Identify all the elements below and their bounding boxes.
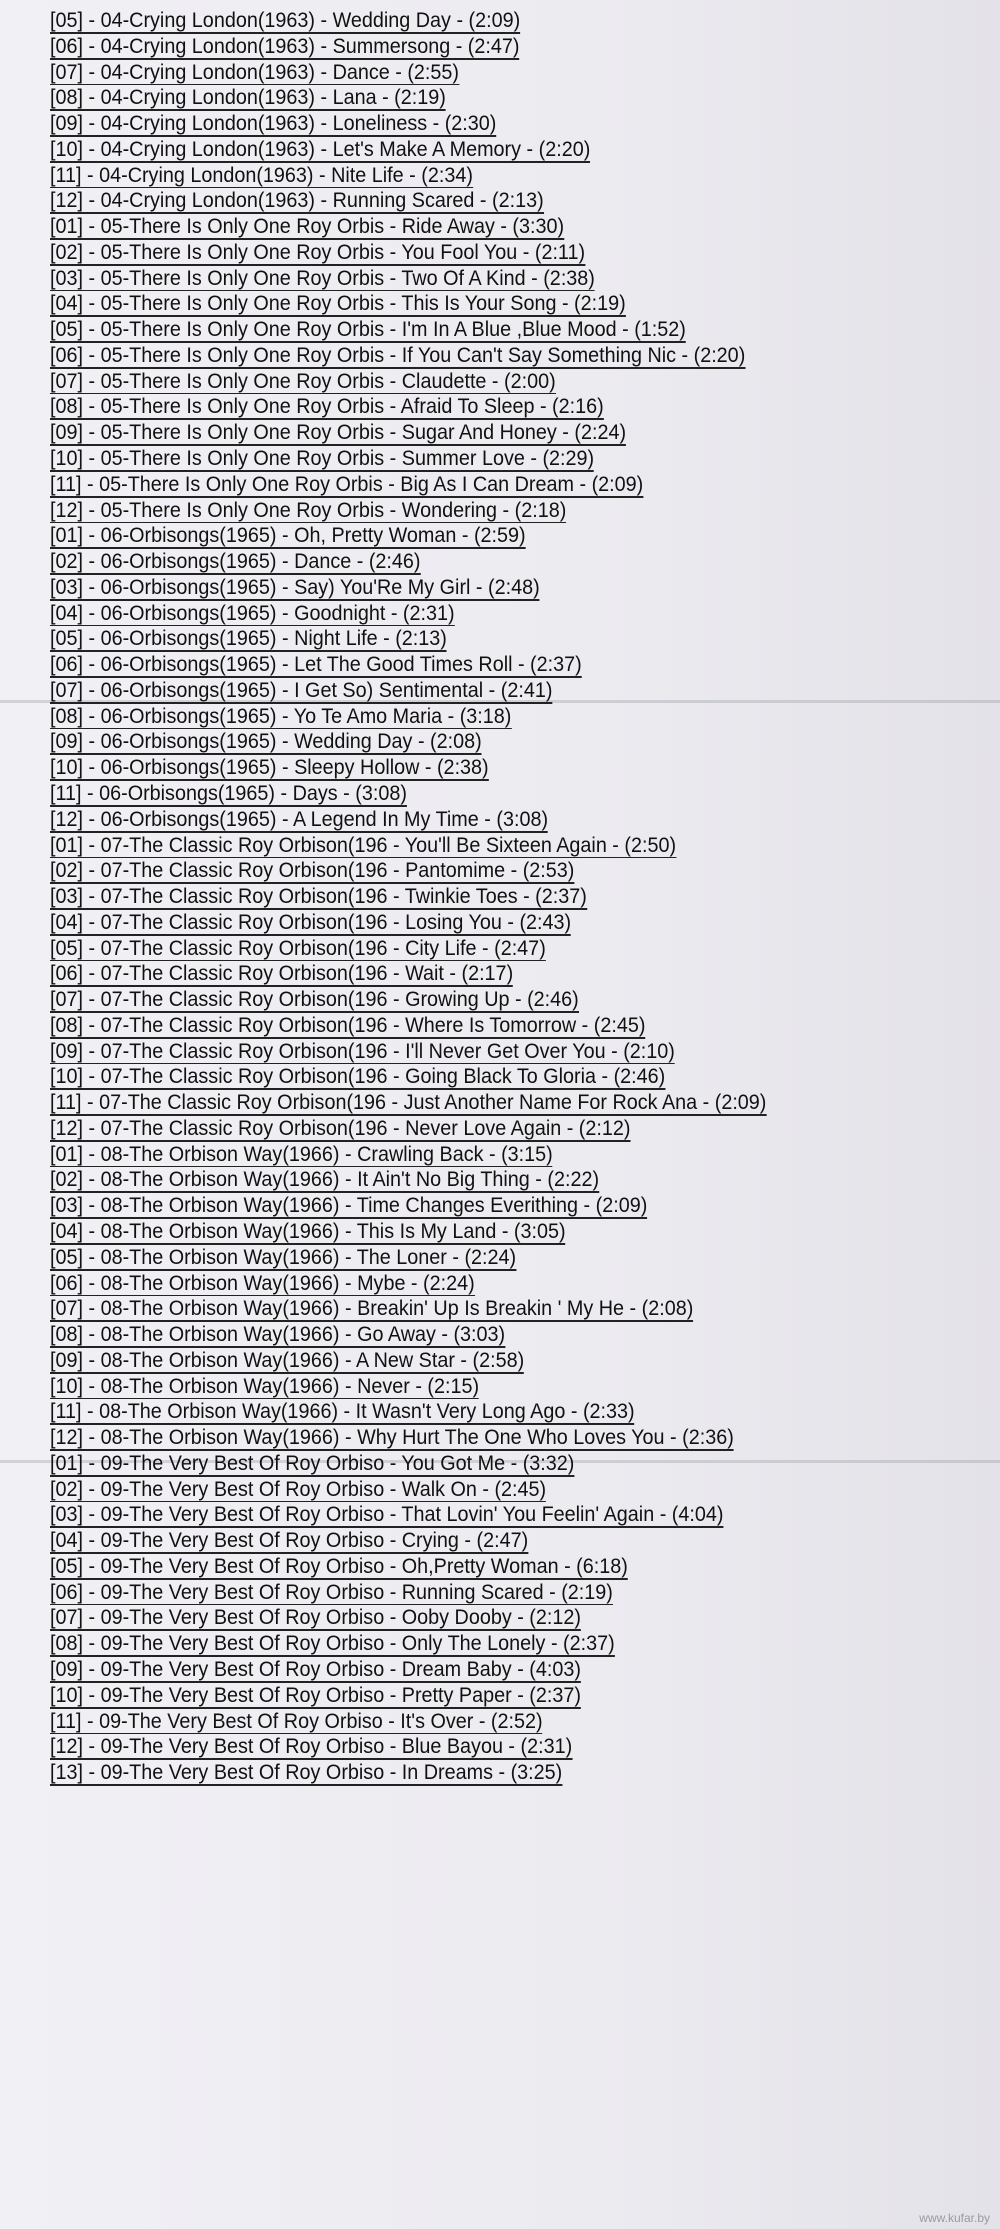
track-text: [05] - 09-The Very Best Of Roy Orbiso - Oh,Pretty Woman - (6:18)	[50, 1553, 628, 1578]
track-row	[50, 858, 915, 884]
track-text: [10] - 04-Crying London(1963) - Let's Make A Memory - (2:20)	[50, 136, 591, 161]
track-row	[50, 369, 915, 395]
track-row	[50, 1219, 915, 1245]
track-text: [02] - 06-Orbisongs(1965) - Dance - (2:46)	[50, 549, 421, 574]
track-text: [06] - 09-The Very Best Of Roy Orbiso - Running Scared - (2:19)	[50, 1579, 613, 1604]
track-text: [08] - 07-The Classic Roy Orbison(196 - Where Is Tomorrow - (2:45)	[50, 1012, 646, 1037]
track-row	[50, 1709, 915, 1735]
track-text: [03] - 07-The Classic Roy Orbison(196 - Twinkie Toes - (2:37)	[50, 884, 587, 909]
track-text: [11] - 04-Crying London(1963) - Nite Life - (2:34)	[50, 162, 473, 187]
track-text: [09] - 07-The Classic Roy Orbison(196 - I'll Never Get Over You - (2:10)	[50, 1038, 675, 1063]
track-text: [12] - 07-The Classic Roy Orbison(196 - Never Love Again - (2:12)	[50, 1115, 631, 1140]
track-row	[50, 1528, 915, 1554]
track-row	[50, 1399, 915, 1425]
track-text: [09] - 06-Orbisongs(1965) - Wedding Day - (2:08)	[50, 729, 482, 754]
track-row	[50, 575, 915, 601]
track-row	[50, 498, 915, 524]
track-text: [07] - 09-The Very Best Of Roy Orbiso - Ooby Dooby - (2:12)	[50, 1605, 581, 1630]
track-row	[50, 1760, 915, 1786]
track-row	[50, 1271, 915, 1297]
track-text: [10] - 05-There Is Only One Roy Orbis - Summer Love - (2:29)	[50, 446, 595, 471]
track-row	[50, 755, 915, 781]
track-row	[50, 1374, 915, 1400]
track-row	[50, 1064, 915, 1090]
track-row	[50, 1502, 915, 1528]
track-text: [04] - 08-The Orbison Way(1966) - This Is My Land - (3:05)	[50, 1218, 566, 1243]
track-text: [12] - 05-There Is Only One Roy Orbis - Wondering - (2:18)	[50, 497, 567, 522]
track-text: [09] - 08-The Orbison Way(1966) - A New Star - (2:58)	[50, 1347, 525, 1372]
track-text: [11] - 08-The Orbison Way(1966) - It Wasn't Very Long Ago - (2:33)	[50, 1399, 635, 1424]
track-text: [11] - 07-The Classic Roy Orbison(196 - Just Another Name For Rock Ana - (2:09)	[50, 1090, 767, 1115]
track-row	[50, 1580, 915, 1606]
track-row	[50, 1451, 915, 1477]
track-text: [05] - 08-The Orbison Way(1966) - The Loner - (2:24)	[50, 1244, 517, 1269]
track-text: [09] - 09-The Very Best Of Roy Orbiso - Dream Baby - (4:03)	[50, 1657, 581, 1681]
track-text: [05] - 05-There Is Only One Roy Orbis - I'm In A Blue ,Blue Mood - (1:52)	[50, 317, 686, 342]
track-text: [12] - 09-The Very Best Of Roy Orbiso - Blue Bayou - (2:31)	[50, 1734, 573, 1759]
track-row	[50, 1090, 915, 1116]
track-row	[50, 1193, 915, 1219]
track-row	[50, 240, 915, 266]
track-row	[50, 137, 915, 163]
track-row	[50, 291, 915, 317]
track-text: [05] - 06-Orbisongs(1965) - Night Life - (2:13)	[50, 626, 447, 651]
track-row	[50, 807, 915, 833]
track-text: [06] - 05-There Is Only One Roy Orbis - If You Can't Say Something Nic - (2:20)	[50, 342, 746, 367]
track-text: [06] - 08-The Orbison Way(1966) - Mybe - (2:24)	[50, 1270, 475, 1295]
track-list	[50, 8, 990, 1786]
track-text: [01] - 07-The Classic Roy Orbison(196 - You'll Be Sixteen Again - (2:50)	[50, 832, 677, 857]
track-row	[50, 678, 915, 704]
track-row	[50, 884, 915, 910]
track-row	[50, 8, 915, 34]
track-row	[50, 1554, 915, 1580]
track-row	[50, 266, 915, 292]
track-text: [10] - 07-The Classic Roy Orbison(196 - Going Black To Gloria - (2:46)	[50, 1064, 666, 1089]
track-text: [11] - 09-The Very Best Of Roy Orbiso - It's Over - (2:52)	[50, 1708, 543, 1733]
track-text: [01] - 05-There Is Only One Roy Orbis - Ride Away - (3:30)	[50, 214, 565, 239]
track-text: [12] - 06-Orbisongs(1965) - A Legend In My Time - (3:08)	[50, 806, 549, 831]
track-text: [12] - 04-Crying London(1963) - Running Scared - (2:13)	[50, 188, 544, 213]
track-row	[50, 1477, 915, 1503]
track-row	[50, 188, 915, 214]
track-row	[50, 729, 915, 755]
track-text: [04] - 09-The Very Best Of Roy Orbiso - Crying - (2:47)	[50, 1528, 529, 1553]
track-text: [01] - 06-Orbisongs(1965) - Oh, Pretty Woman - (2:59)	[50, 523, 526, 548]
track-text: [06] - 06-Orbisongs(1965) - Let The Good Times Roll - (2:37)	[50, 652, 582, 677]
track-text: [05] - 04-Crying London(1963) - Wedding Day - (2:09)	[50, 8, 521, 32]
track-text: [03] - 08-The Orbison Way(1966) - Time Changes Everithing - (2:09)	[50, 1193, 648, 1218]
track-row	[50, 1116, 915, 1142]
track-row	[50, 317, 915, 343]
track-row	[50, 1631, 915, 1657]
track-row	[50, 1296, 915, 1322]
track-text: [10] - 08-The Orbison Way(1966) - Never - (2:15)	[50, 1373, 480, 1398]
track-row	[50, 626, 915, 652]
track-row	[50, 833, 915, 859]
track-row	[50, 446, 915, 472]
track-text: [08] - 09-The Very Best Of Roy Orbiso - Only The Lonely - (2:37)	[50, 1631, 615, 1656]
track-text: [05] - 07-The Classic Roy Orbison(196 - City Life - (2:47)	[50, 935, 546, 960]
track-text: [08] - 06-Orbisongs(1965) - Yo Te Amo Maria - (3:18)	[50, 703, 512, 728]
track-row	[50, 781, 915, 807]
track-text: [13] - 09-The Very Best Of Roy Orbiso - In Dreams - (3:25)	[50, 1760, 563, 1785]
track-text: [04] - 06-Orbisongs(1965) - Goodnight - (2:31)	[50, 600, 455, 625]
track-text: [09] - 05-There Is Only One Roy Orbis - Sugar And Honey - (2:24)	[50, 420, 627, 445]
track-text: [11] - 06-Orbisongs(1965) - Days - (3:08)	[50, 780, 407, 805]
track-row	[50, 1245, 915, 1271]
track-text: [06] - 07-The Classic Roy Orbison(196 - Wait - (2:17)	[50, 961, 514, 986]
track-text: [07] - 08-The Orbison Way(1966) - Breakin' Up Is Breakin ' My He - (2:08)	[50, 1296, 694, 1321]
track-text: [02] - 07-The Classic Roy Orbison(196 - Pantomime - (2:53)	[50, 858, 575, 883]
track-text: [08] - 05-There Is Only One Roy Orbis - Afraid To Sleep - (2:16)	[50, 394, 604, 419]
track-text: [04] - 07-The Classic Roy Orbison(196 - Losing You - (2:43)	[50, 909, 572, 934]
track-text: [04] - 05-There Is Only One Roy Orbis - This Is Your Song - (2:19)	[50, 291, 626, 316]
track-text: [07] - 07-The Classic Roy Orbison(196 - Growing Up - (2:46)	[50, 987, 579, 1012]
track-row	[50, 60, 915, 86]
track-text: [11] - 05-There Is Only One Roy Orbis - Big As I Can Dream - (2:09)	[50, 471, 644, 496]
track-row	[50, 523, 915, 549]
track-row	[50, 163, 915, 189]
track-text: [03] - 09-The Very Best Of Roy Orbiso - That Lovin' You Feelin' Again - (4:04)	[50, 1502, 724, 1527]
track-row	[50, 1013, 915, 1039]
track-row	[50, 1425, 915, 1451]
track-text: [10] - 06-Orbisongs(1965) - Sleepy Hollow - (2:38)	[50, 755, 489, 780]
track-text: [02] - 05-There Is Only One Roy Orbis - You Fool You - (2:11)	[50, 239, 586, 264]
track-text: [12] - 08-The Orbison Way(1966) - Why Hurt The One Who Loves You - (2:36)	[50, 1425, 734, 1450]
track-row	[50, 1657, 915, 1683]
track-row	[50, 1605, 915, 1631]
track-text: [03] - 05-There Is Only One Roy Orbis - Two Of A Kind - (2:38)	[50, 265, 595, 290]
track-row	[50, 652, 915, 678]
track-row	[50, 1348, 915, 1374]
watermark-text: www.kufar.by	[919, 2211, 990, 2225]
track-row	[50, 1683, 915, 1709]
track-row	[50, 472, 915, 498]
track-row	[50, 420, 915, 446]
track-text: [07] - 04-Crying London(1963) - Dance - (2:55)	[50, 59, 459, 84]
track-row	[50, 704, 915, 730]
track-row	[50, 601, 915, 627]
track-text: [02] - 09-The Very Best Of Roy Orbiso - Walk On - (2:45)	[50, 1476, 547, 1501]
track-text: [08] - 08-The Orbison Way(1966) - Go Away - (3:03)	[50, 1322, 506, 1347]
track-row	[50, 111, 915, 137]
track-text: [08] - 04-Crying London(1963) - Lana - (2:19)	[50, 85, 446, 110]
track-text: [10] - 09-The Very Best Of Roy Orbiso - Pretty Paper - (2:37)	[50, 1682, 581, 1707]
track-row	[50, 1322, 915, 1348]
track-text: [07] - 06-Orbisongs(1965) - I Get So) Sentimental - (2:41)	[50, 677, 553, 702]
track-text: [07] - 05-There Is Only One Roy Orbis - Claudette - (2:00)	[50, 368, 556, 393]
track-row	[50, 1142, 915, 1168]
track-row	[50, 1167, 915, 1193]
track-row	[50, 961, 915, 987]
track-row	[50, 910, 915, 936]
track-row	[50, 987, 915, 1013]
track-text: [09] - 04-Crying London(1963) - Loneliness - (2:30)	[50, 111, 497, 136]
track-row	[50, 343, 915, 369]
track-row	[50, 394, 915, 420]
track-text: [01] - 08-The Orbison Way(1966) - Crawling Back - (3:15)	[50, 1141, 553, 1166]
track-text: [06] - 04-Crying London(1963) - Summersong - (2:47)	[50, 33, 520, 58]
track-row	[50, 936, 915, 962]
track-row	[50, 34, 915, 60]
track-row	[50, 549, 915, 575]
track-row	[50, 1734, 915, 1760]
track-row	[50, 85, 915, 111]
track-text: [03] - 06-Orbisongs(1965) - Say) You'Re My Girl - (2:48)	[50, 574, 540, 599]
track-row	[50, 1039, 915, 1065]
track-text: [01] - 09-The Very Best Of Roy Orbiso - You Got Me - (3:32)	[50, 1450, 575, 1475]
track-text: [02] - 08-The Orbison Way(1966) - It Ain't No Big Thing - (2:22)	[50, 1167, 600, 1192]
track-row	[50, 214, 915, 240]
